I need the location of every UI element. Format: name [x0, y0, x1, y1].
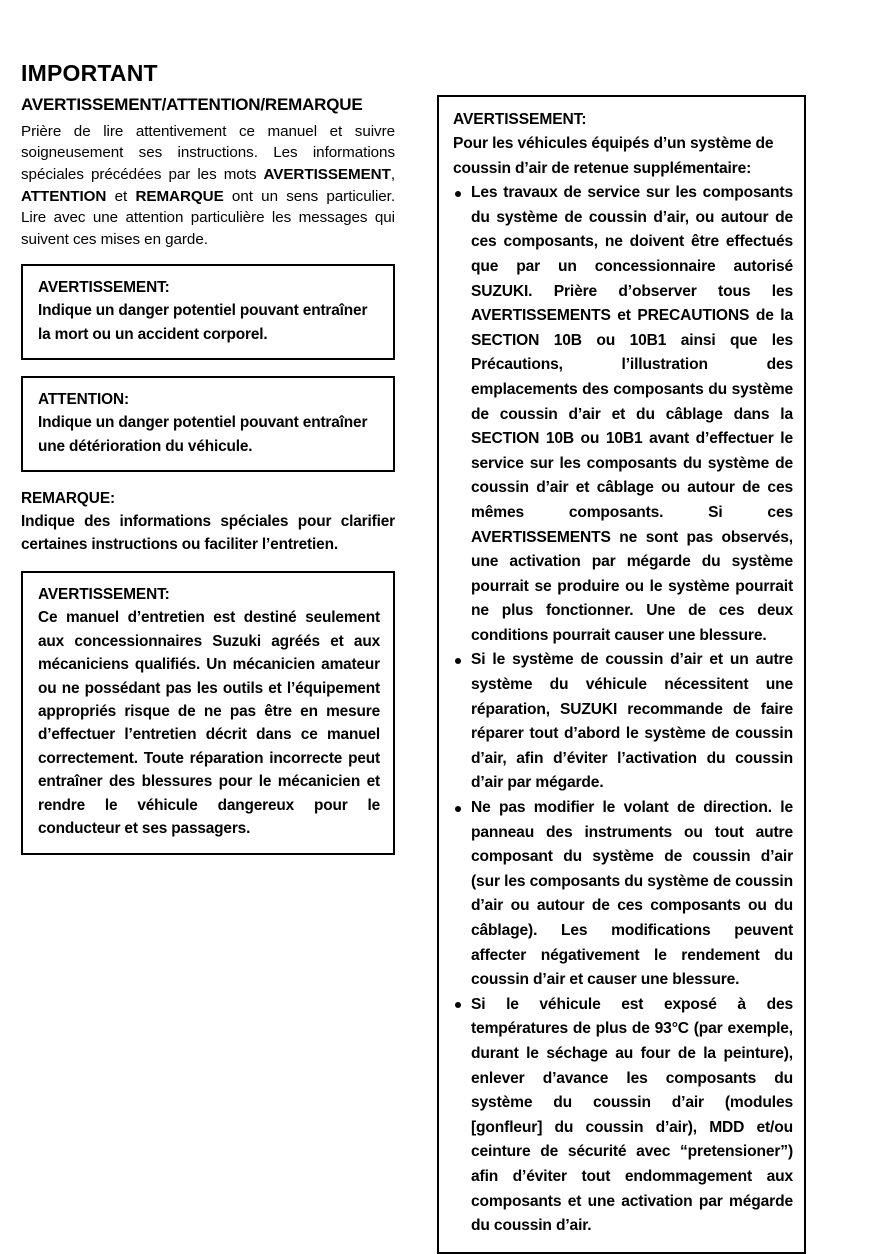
notice-box-warning-2 — [21, 571, 395, 854]
page-title: IMPORTANT — [21, 60, 158, 86]
list-item: Si le système de coussin d’air et un autre système du véhicule nécessitent une réparation, SUZUKI recommande de faire réparer tout d’abord le système de coussin d’air, afin d’éviter l’activation du coussin d’air par mégarde. — [453, 648, 793, 796]
notice-body-avertissement: Indique un danger potentiel pouvant entraîner la mort ou un accident corporel. — [38, 302, 368, 343]
list-item: Ne pas modifier le volant de direction. le panneau des instruments ou tout autre composant du système de coussin d’air (sur les composants du système de coussin d’air ou autour de ces composants ou du câblage). Les modifications peuvent affecter négativement le rendement du coussin d’air et causer une blessure. — [453, 796, 793, 993]
notice-label-attention: ATTENTION: — [38, 391, 130, 409]
notice-box-attention — [21, 376, 395, 472]
left-column — [21, 62, 395, 855]
notice-box-airbag-warning — [437, 95, 806, 1254]
notice-box-warning-1 — [21, 264, 395, 360]
intro-paragraph — [21, 121, 395, 251]
notice-body-avertissement-manual: Ce manuel d’entretien est destiné seulement aux concessionnaires Suzuki agréés et aux mécaniciens qualifiés. Un mécanicien amateur ou ne possédant pas les outils et l’équipement appropriés risque de ne pas être en mesure d’effectuer l’entretien décrit dans ce manuel correctement. Toute réparation incorrecte peut entraîner des blessures pour le mécanicien et rendre le véhicule dangereux pour le conducteur et ses passagers. — [38, 609, 380, 838]
intro-text-part-3: et — [106, 187, 136, 205]
notice-lead-airbag: Pour les véhicules équipés d’un système de coussin d’air de retenue supplémentaire: — [453, 135, 774, 177]
airbag-warning-bullet-list — [453, 181, 793, 1239]
list-item: Les travaux de service sur les composants du système de coussin d’air, ou autour de ces composants, ne doivent être effectués que par un concessionnaire autorisé SUZUKI. Prière d’observer tous les AVERTISSEMENTS et PRECAUTIONS de la SECTION 10B ou 10B1 ainsi que les Précautions, l’illustration des emplacements des composants du système de coussin d’air et du câblage dans la SECTION 10B ou 10B1 avant d’effectuer le service sur les composants du système de coussin d’air et câblage ou autour de ces mêmes composants. Si ces AVERTISSEMENTS ne sont pas observés, une activation par mégarde du système pourrait se produire ou le système pourrait ne plus fonctionner. Une de ces deux conditions pourrait causer une blessure. — [453, 181, 793, 648]
notice-label-avertissement-airbag: AVERTISSEMENT: — [453, 111, 587, 128]
intro-keyword-attention: ATTENTION — [21, 187, 107, 205]
notice-label-remarque: REMARQUE: — [21, 490, 116, 508]
notice-block-remarque — [21, 488, 395, 556]
intro-keyword-remarque: REMARQUE — [135, 187, 224, 205]
intro-text-part-2: , — [390, 166, 395, 184]
notice-body-remarque: Indique des informations spéciales pour clarifier certaines instructions ou faciliter l’entretien. — [21, 513, 395, 554]
notice-body-attention: Indique un danger potentiel pouvant entraîner une détérioration du véhicule. — [38, 414, 368, 455]
notice-label-avertissement-manual: AVERTISSEMENT: — [38, 586, 170, 604]
intro-text-part-1: Prière de lire attentivement ce manuel et suivre soigneusement ses instructions. Les informations spéciales précédées par les mots — [21, 122, 395, 184]
list-item: Si le véhicule est exposé à des températures de plus de 93°C (par exemple, durant le séchage au four de la peinture), enlever d’avance les composants du système du coussin d’air (modules [gonfleur] du coussin d’air), MDD et/ou ceinture de sécurité avec “pretensioner”) afin d’éviter tout endommagement aux composants et une activation par mégarde du coussin d’air. — [453, 993, 793, 1239]
intro-keyword-avertissement: AVERTISSEMENT — [263, 166, 391, 184]
section-subtitle: AVERTISSEMENT/ATTENTION/REMARQUE — [21, 95, 363, 114]
notice-label-avertissement: AVERTISSEMENT: — [38, 279, 170, 297]
intro-text-part-4: ont un sens particulier. Lire avec une attention particulière les messages qui suivent ces mises en garde. — [21, 187, 396, 248]
right-column — [437, 95, 806, 1254]
